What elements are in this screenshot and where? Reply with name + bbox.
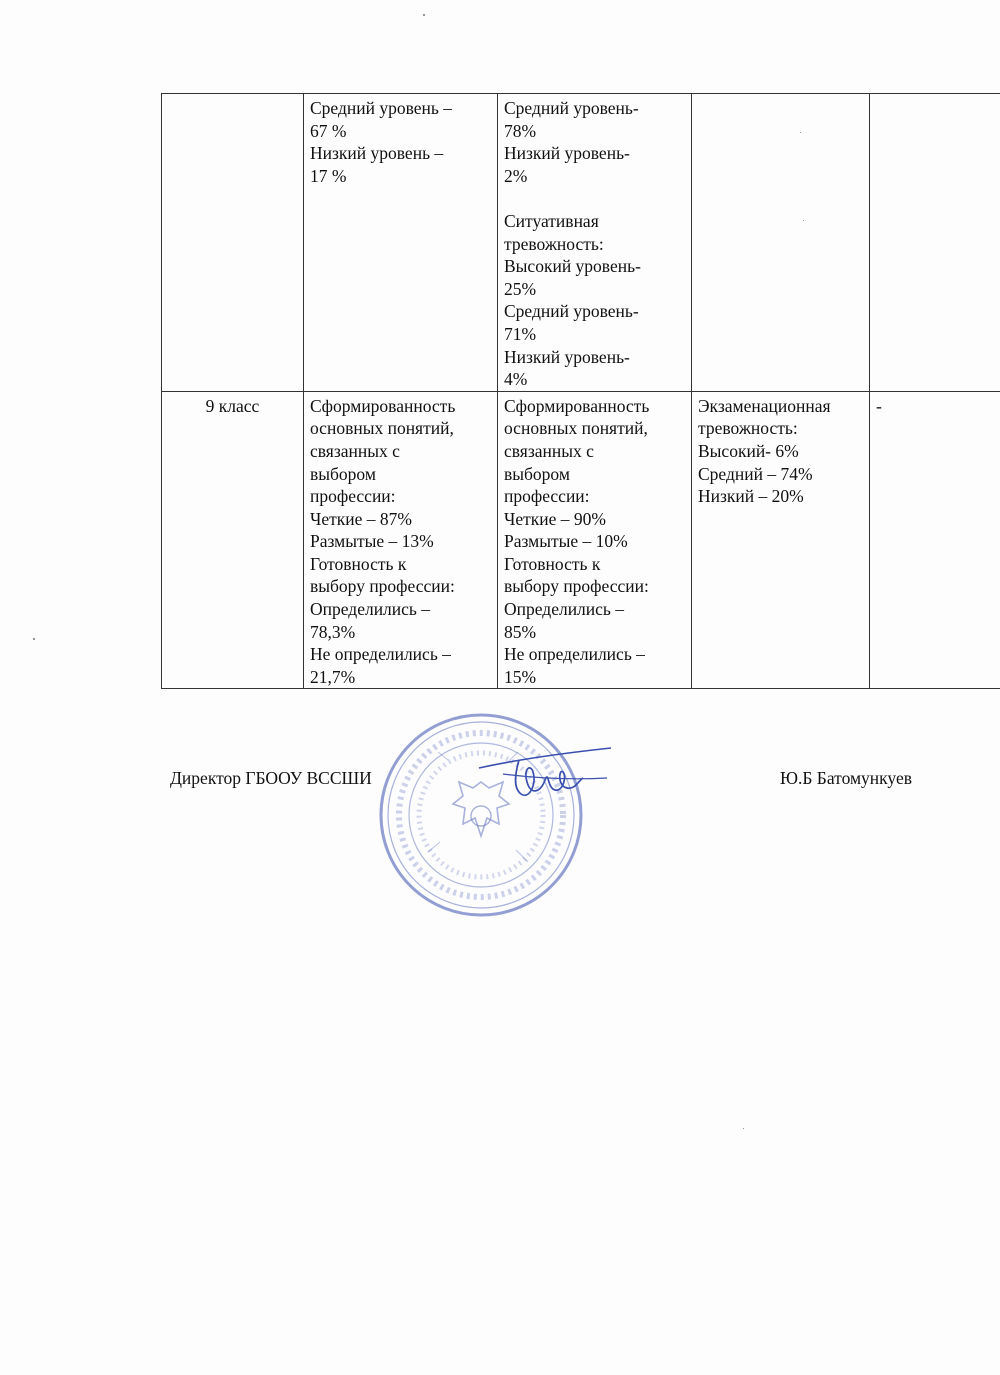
- cell-line: выбором: [310, 463, 376, 484]
- table-row: [162, 391, 1000, 689]
- cell-line: Определились –: [310, 599, 431, 620]
- scan-speck: [800, 132, 801, 133]
- cell-line: Четкие – 90%: [504, 508, 607, 529]
- director-name: Ю.Б Батомункуев: [780, 768, 912, 788]
- cell-line: тревожность:: [504, 233, 604, 254]
- cell-line: Размытые – 10%: [504, 531, 628, 552]
- cell-line: Не определились –: [504, 644, 645, 665]
- scan-speck: [33, 638, 35, 640]
- cell-line: Низкий уровень-: [504, 346, 630, 367]
- cell-line: Готовность к: [310, 553, 407, 574]
- cell-line: Определились –: [504, 599, 625, 620]
- cell-line: тревожность:: [698, 418, 798, 439]
- cell-line: выбору профессии:: [504, 576, 649, 597]
- cell-line: Высокий- 6%: [698, 440, 799, 461]
- cell-line: 4%: [504, 369, 528, 390]
- cell-line: выбору профессии:: [310, 576, 455, 597]
- cell-line: 2%: [504, 165, 528, 186]
- scan-speck: [423, 14, 425, 16]
- scan-speck: [743, 1128, 744, 1129]
- scan-speck: [803, 220, 804, 221]
- table-row: [162, 94, 1000, 392]
- cell-line: Не определились –: [310, 644, 451, 665]
- class-label: 9 класс: [205, 395, 260, 416]
- signature-mark-icon: [475, 738, 615, 808]
- cell-line: 78%: [504, 120, 537, 141]
- cell-line: Средний уровень –: [310, 98, 452, 118]
- cell-line: 85%: [504, 621, 537, 642]
- cell-line: Средний – 74%: [698, 463, 813, 484]
- cell-line: Низкий уровень-: [504, 143, 630, 164]
- before-results-cell: [304, 94, 498, 392]
- cell-line: Низкий – 20%: [698, 486, 804, 507]
- cell-line: связанных с: [504, 440, 594, 461]
- cell-line: Четкие – 87%: [310, 508, 413, 529]
- cell-line: профессии:: [310, 486, 396, 507]
- cell-line: Сформированность: [310, 395, 456, 416]
- after-results-cell: [498, 391, 692, 689]
- before-results-cell: [304, 391, 498, 689]
- notes-cell: [870, 94, 1000, 392]
- anxiety-cell: [692, 391, 870, 689]
- cell-line: Высокий уровень-: [504, 256, 641, 277]
- cell-line: Средний уровень-: [504, 98, 639, 118]
- cell-line: Готовность к: [504, 553, 601, 574]
- cell-line: 15%: [504, 666, 537, 687]
- class-cell: [162, 391, 304, 689]
- cell-line: 25%: [504, 278, 537, 299]
- cell-line: Низкий уровень –: [310, 143, 444, 164]
- after-results-cell: [498, 94, 692, 392]
- results-table: [161, 93, 1000, 689]
- cell-line: Размытые – 13%: [310, 531, 434, 552]
- cell-line: 17 %: [310, 165, 347, 186]
- cell-line: 67 %: [310, 120, 347, 141]
- cell-line: 21,7%: [310, 666, 356, 687]
- cell-line: выбором: [504, 463, 570, 484]
- cell-line: Экзаменационная: [698, 395, 831, 416]
- director-title: Директор ГБООУ ВССШИ: [170, 768, 372, 788]
- anxiety-cell: [692, 94, 870, 392]
- cell-line: 71%: [504, 323, 537, 344]
- cell-line: основных понятий,: [310, 418, 454, 439]
- cell-line: 78,3%: [310, 621, 356, 642]
- cell-line: профессии:: [504, 486, 590, 507]
- cell-line: связанных с: [310, 440, 400, 461]
- cell-line: Ситуативная: [504, 210, 599, 231]
- cell-line: основных понятий,: [504, 418, 648, 439]
- class-cell: [162, 94, 304, 392]
- notes-cell: [870, 391, 1000, 689]
- dash-mark: -: [876, 395, 882, 416]
- cell-line: Средний уровень-: [504, 301, 639, 322]
- cell-line: Сформированность: [504, 395, 650, 416]
